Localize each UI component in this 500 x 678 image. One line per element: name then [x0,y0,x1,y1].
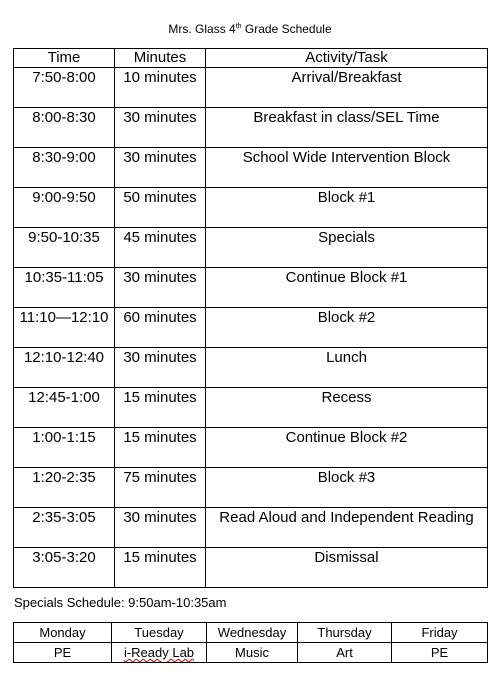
activity-cell: Arrival/Breakfast [206,68,488,108]
activity-cell: School Wide Intervention Block [206,148,488,188]
minutes-cell: 15 minutes [115,548,206,588]
minutes-cell: 60 minutes [115,308,206,348]
time-cell: 9:50-10:35 [14,228,115,268]
time-cell: 1:00-1:15 [14,428,115,468]
column-header-activity: Activity/Task [206,49,488,68]
minutes-cell: 50 minutes [115,188,206,228]
time-cell: 7:50-8:00 [14,68,115,108]
minutes-cell: 15 minutes [115,428,206,468]
specials-table [13,622,488,663]
table-row [14,68,488,108]
activity-cell: Recess [206,388,488,428]
minutes-cell: 30 minutes [115,108,206,148]
table-row [14,148,488,188]
minutes-cell: 10 minutes [115,68,206,108]
special-cell-friday: PE [392,643,488,663]
schedule-table [13,48,488,588]
table-row [14,468,488,508]
day-cell-thursday: Thursday [298,623,392,643]
time-cell: 12:45-1:00 [14,388,115,428]
activity-cell: Lunch [206,348,488,388]
table-row [14,268,488,308]
activity-cell: Block #2 [206,308,488,348]
title-prefix: Mrs. Glass 4 [168,22,236,36]
table-row [14,548,488,588]
activity-cell: Breakfast in class/SEL Time [206,108,488,148]
specials-activities-row [14,643,488,663]
table-row [14,348,488,388]
time-cell: 11:10—12:10 [14,308,115,348]
minutes-cell: 30 minutes [115,148,206,188]
title-superscript: th [235,23,242,30]
table-row [14,228,488,268]
column-header-time: Time [14,49,115,68]
special-cell-wednesday: Music [207,643,298,663]
activity-cell: Specials [206,228,488,268]
title-suffix: Grade Schedule [241,22,332,36]
time-cell: 9:00-9:50 [14,188,115,228]
spellcheck-flagged-text: i-Ready Lab [123,645,195,660]
minutes-cell: 30 minutes [115,268,206,308]
time-cell: 2:35-3:05 [14,508,115,548]
column-header-minutes: Minutes [115,49,206,68]
table-row [14,508,488,548]
activity-cell: Continue Block #1 [206,268,488,308]
special-cell-thursday: Art [298,643,392,663]
day-cell-tuesday: Tuesday [112,623,207,643]
minutes-cell: 30 minutes [115,348,206,388]
minutes-cell: 75 minutes [115,468,206,508]
table-row [14,188,488,228]
specials-days-row [14,623,488,643]
day-cell-wednesday: Wednesday [207,623,298,643]
minutes-cell: 45 minutes [115,228,206,268]
table-row [14,108,488,148]
document-title [0,22,500,36]
table-row [14,308,488,348]
activity-cell: Dismissal [206,548,488,588]
specials-schedule-label: Specials Schedule: 9:50am-10:35am [14,595,227,610]
time-cell: 12:10-12:40 [14,348,115,388]
special-cell-monday: PE [14,643,112,663]
minutes-cell: 30 minutes [115,508,206,548]
table-row [14,388,488,428]
day-cell-monday: Monday [14,623,112,643]
time-cell: 8:30-9:00 [14,148,115,188]
minutes-cell: 15 minutes [115,388,206,428]
time-cell: 1:20-2:35 [14,468,115,508]
activity-cell: Block #1 [206,188,488,228]
activity-cell: Read Aloud and Independent Reading [206,508,488,548]
table-row [14,428,488,468]
schedule-header-row [14,49,488,68]
day-cell-friday: Friday [392,623,488,643]
activity-cell: Continue Block #2 [206,428,488,468]
activity-cell: Block #3 [206,468,488,508]
time-cell: 10:35-11:05 [14,268,115,308]
special-cell-tuesday [112,643,207,663]
time-cell: 3:05-3:20 [14,548,115,588]
time-cell: 8:00-8:30 [14,108,115,148]
